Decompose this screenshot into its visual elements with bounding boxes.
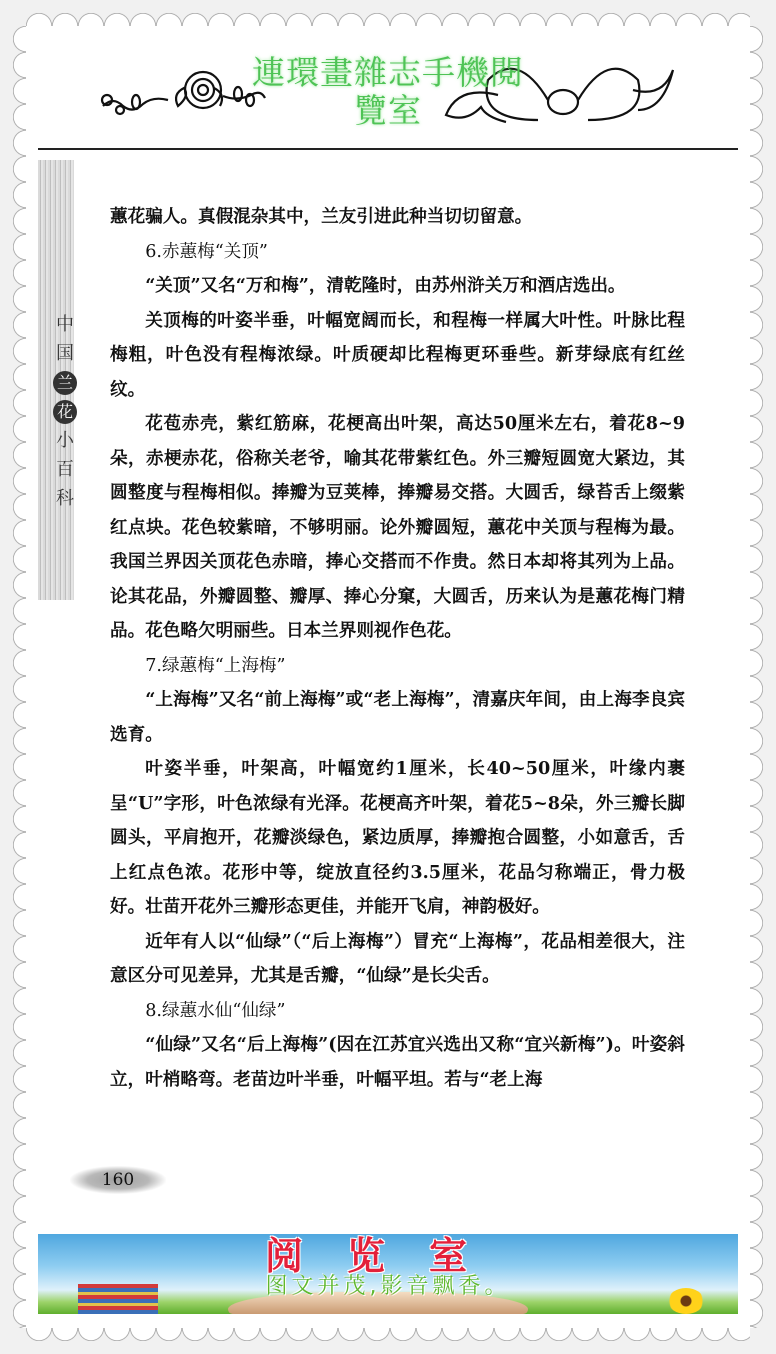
sidebar-char-highlight: 花 (53, 400, 77, 424)
paragraph: 叶姿半垂，叶架高，叶幅宽约1厘米，长40~50厘米，叶缘内裹呈“U”字形，叶色浓绿有光泽。花梗高齐叶架，着花5~8朵，外三瓣长脚圆头，平肩抱开，花瓣淡绿色，紧边质厚，捧瓣抱合圆整，小如意舌，舌上红点色浓。花形中等，绽放直径约3.5厘米，花品匀称端正，骨力极好。壮苗开花外三瓣形态更佳，并能开飞肩，神韵极好。 (110, 758, 685, 917)
sidebar-char: 百 (56, 459, 74, 480)
sidebar-char-highlight: 兰 (53, 371, 77, 395)
sidebar-char: 小 (56, 430, 74, 451)
header-title-line1: 連環畫雜志手機閱 (252, 53, 524, 92)
sidebar-char: 科 (56, 488, 74, 509)
paragraph: 关顶梅的叶姿半垂，叶幅宽阔而长，和程梅一样属大叶性。叶脉比程梅粗，叶色没有程梅浓绿。叶质硬却比程梅更环垂些。新芽绿底有红丝纹。 (110, 309, 685, 400)
paragraph: “关顶”又名“万和梅”，清乾隆时，由苏州浒关万和酒店选出。 (145, 275, 626, 296)
paragraph: 蕙花骗人。真假混杂其中，兰友引进此种当切切留意。 (110, 206, 533, 227)
sidebar-char: 国 (56, 343, 74, 364)
sidebar-book-title (52, 310, 78, 513)
header-title-line2: 覽室 (354, 91, 422, 130)
section-heading: 6.赤蕙梅“关顶” (145, 241, 268, 262)
banner-title: 阅览室 (264, 1234, 511, 1278)
paragraph: “仙绿”又名“后上海梅”(因在江苏宜兴选出又称“宜兴新梅”)。叶姿斜立，叶梢略弯。老苗边叶半垂，叶幅平坦。若与“老上海 (110, 1034, 685, 1090)
page-header (38, 38, 738, 148)
page-number: 160 (70, 1166, 166, 1194)
header-title (38, 54, 738, 130)
banner-subtitle: 图文并茂,影音飘香。 (265, 1274, 511, 1299)
section-heading: 8.绿蕙水仙“仙绿” (145, 1000, 286, 1021)
paragraph: 花苞赤壳，紫红筋麻，花梗高出叶架，高达50厘米左右，着花8~9朵，赤梗赤花，俗称关老爷，喻其花带紫红色。外三瓣短圆宽大紧边，其圆整度与程梅相似。捧瓣为豆荚棒，捧瓣易交搭。大圆舌，绿苔舌上缀紫红点块。花色较紫暗，不够明丽。论外瓣圆短，蕙花中关顶与程梅为最。我国兰界因关顶花色赤暗，捧心交搭而不作贵。然日本却将其列为上品。论其花品，外瓣圆整、瓣厚、捧心分窠，大圆舌，历来认为是蕙花梅门精品。花色略欠明丽些。日本兰界则视作色花。 (110, 413, 685, 641)
paragraph: “上海梅”又名“前上海梅”或“老上海梅”，清嘉庆年间，由上海李良宾选育。 (110, 689, 685, 745)
sidebar-char: 中 (56, 314, 74, 335)
article-body (110, 200, 685, 1097)
reading-room-banner[interactable] (38, 1234, 738, 1314)
paragraph: 近年有人以“仙绿”（“后上海梅”）冒充“上海梅”，花品相差很大，注意区分可见差异，尤其是舌瓣，“仙绿”是长尖舌。 (110, 930, 685, 986)
header-divider (38, 148, 738, 150)
section-heading: 7.绿蕙梅“上海梅” (145, 655, 286, 676)
